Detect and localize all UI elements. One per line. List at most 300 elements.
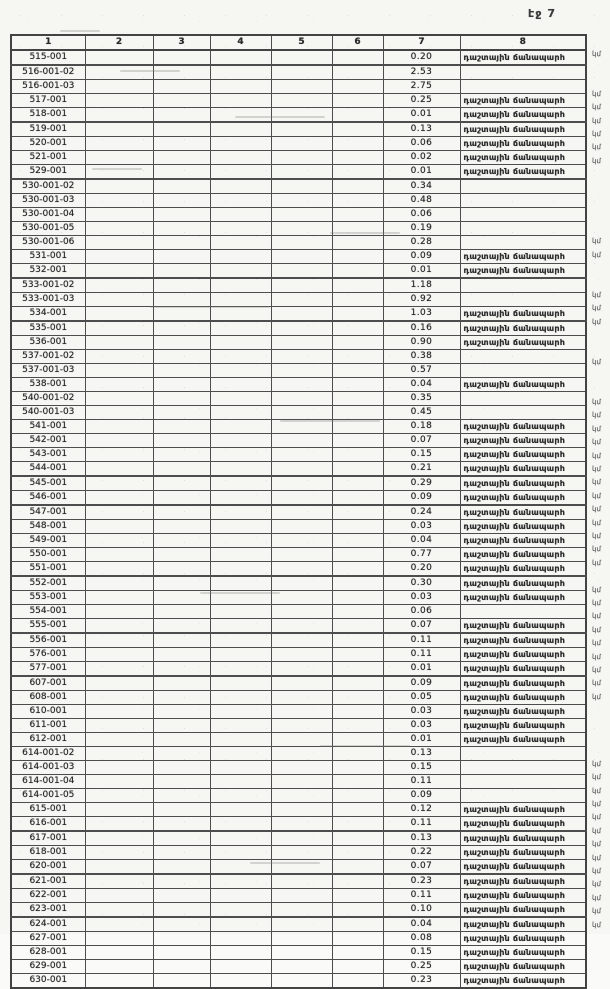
empty-cell [271,165,332,180]
empty-cell [332,50,383,65]
empty-cell [85,336,153,350]
empty-cell [332,65,383,80]
empty-cell [210,137,271,151]
value-cell: 0.11 [383,817,460,832]
empty-cell [85,476,153,491]
code-cell: 529-001 [11,165,85,180]
empty-cell [332,817,383,832]
column-header-1: 1 [11,35,85,50]
empty-cell [332,974,383,989]
desc-cell: դաշտային ճանապարհ [460,591,586,605]
empty-cell [85,151,153,165]
empty-cell [332,293,383,307]
empty-cell [210,831,271,846]
code-cell: 540-001-02 [11,392,85,406]
desc-cell: դաշտային ճանապարհ [460,137,586,151]
value-cell: 0.03 [383,705,460,719]
code-cell: 550-001 [11,548,85,562]
margin-mark: կմ [591,290,602,299]
empty-cell [332,406,383,420]
scan-artifact [200,592,280,594]
empty-cell [85,179,153,194]
value-cell: 0.02 [383,151,460,165]
empty-cell [271,903,332,918]
empty-cell [271,562,332,577]
empty-cell [210,676,271,691]
empty-cell [85,960,153,974]
empty-cell [210,151,271,165]
desc-cell [460,761,586,775]
empty-cell [332,619,383,634]
desc-cell [460,194,586,208]
table-row [11,505,586,520]
empty-cell [271,94,332,108]
desc-cell: դաշտային ճանապարհ [460,476,586,491]
empty-cell [210,364,271,378]
empty-cell [85,65,153,80]
empty-cell [271,719,332,733]
desc-cell [460,179,586,194]
desc-cell: դաշտային ճանապարհ [460,165,586,180]
value-cell: 0.01 [383,264,460,279]
code-cell: 628-001 [11,946,85,960]
desc-cell: դաշտային ճանապարհ [460,932,586,946]
code-cell: 576-001 [11,648,85,662]
empty-cell [153,562,210,577]
empty-cell [332,633,383,648]
empty-cell [271,151,332,165]
empty-cell [153,605,210,619]
code-cell: 616-001 [11,817,85,832]
empty-cell [153,662,210,677]
empty-cell [153,165,210,180]
desc-cell [460,293,586,307]
empty-cell [210,392,271,406]
empty-cell [85,662,153,677]
empty-cell [85,534,153,548]
code-cell: 544-001 [11,462,85,477]
empty-cell [271,222,332,236]
empty-cell [153,831,210,846]
desc-cell: դաշտային ճանապարհ [460,576,586,591]
empty-cell [85,420,153,434]
value-cell: 0.03 [383,591,460,605]
value-cell: 0.01 [383,165,460,180]
table-row [11,733,586,747]
empty-cell [85,846,153,860]
empty-cell [85,307,153,322]
empty-cell [153,691,210,705]
table-row [11,705,586,719]
desc-cell [460,775,586,789]
desc-cell: դաշտային ճանապարհ [460,264,586,279]
empty-cell [153,94,210,108]
empty-cell [85,94,153,108]
code-cell: 556-001 [11,633,85,648]
desc-cell: դաշտային ճանապարհ [460,491,586,506]
table-row [11,108,586,123]
table-row [11,65,586,80]
desc-cell: դաշտային ճանապարհ [460,108,586,123]
desc-cell: դաշտային ճանապարհ [460,974,586,989]
value-cell: 0.09 [383,789,460,803]
empty-cell [85,264,153,279]
empty-cell [153,434,210,448]
empty-cell [210,278,271,293]
scan-artifact [60,30,100,32]
empty-cell [153,278,210,293]
empty-cell [85,194,153,208]
code-cell: 515-001 [11,50,85,65]
empty-cell [153,648,210,662]
empty-cell [210,789,271,803]
code-cell: 614-001-02 [11,747,85,761]
margin-mark: կմ [591,853,602,862]
empty-cell [271,803,332,817]
empty-cell [85,520,153,534]
empty-cell [271,747,332,761]
empty-cell [332,803,383,817]
value-cell: 0.23 [383,974,460,989]
empty-cell [210,903,271,918]
empty-cell [332,151,383,165]
desc-cell: դաշտային ճանապարհ [460,151,586,165]
margin-mark: կմ [591,504,602,514]
empty-cell [153,448,210,462]
code-cell: 611-001 [11,719,85,733]
desc-cell [460,364,586,378]
empty-cell [271,619,332,634]
empty-cell [210,50,271,65]
empty-cell [85,350,153,364]
empty-cell [271,65,332,80]
code-cell: 618-001 [11,846,85,860]
empty-cell [210,619,271,634]
empty-cell [210,889,271,903]
empty-cell [271,80,332,94]
empty-cell [153,50,210,65]
empty-cell [271,406,332,420]
empty-cell [153,775,210,789]
desc-cell [460,789,586,803]
margin-mark: կմ [591,679,602,688]
empty-cell [271,591,332,605]
desc-cell: դաշտային ճանապարհ [460,803,586,817]
empty-cell [153,576,210,591]
value-cell: 0.20 [383,50,460,65]
empty-cell [153,364,210,378]
empty-cell [85,278,153,293]
empty-cell [153,350,210,364]
desc-cell: դաշտային ճանապարհ [460,874,586,889]
empty-cell [85,208,153,222]
desc-cell [460,65,586,80]
empty-cell [210,250,271,264]
table-row [11,789,586,803]
table-row [11,194,586,208]
code-cell: 538-001 [11,378,85,392]
empty-cell [153,378,210,392]
margin-mark: կմ [591,437,602,447]
empty-cell [85,364,153,378]
column-header-3: 3 [153,35,210,50]
table-row [11,874,586,889]
empty-cell [332,831,383,846]
margin-mark: կմ [591,143,602,152]
value-cell: 0.21 [383,462,460,477]
empty-cell [271,122,332,137]
code-cell: 553-001 [11,591,85,605]
code-cell: 607-001 [11,676,85,691]
empty-cell [210,194,271,208]
table-row [11,307,586,322]
desc-cell: դաշտային ճանապարհ [460,817,586,832]
value-cell: 0.23 [383,874,460,889]
code-cell: 555-001 [11,619,85,634]
margin-mark: կմ [591,236,602,246]
empty-cell [332,448,383,462]
desc-cell: դաշտային ճանապարհ [460,336,586,350]
empty-cell [210,803,271,817]
code-cell: 624-001 [11,917,85,932]
empty-cell [153,889,210,903]
value-cell: 0.07 [383,434,460,448]
empty-cell [153,208,210,222]
margin-mark: կմ [591,839,602,849]
empty-cell [153,293,210,307]
value-cell: 0.12 [383,803,460,817]
desc-cell [460,605,586,619]
empty-cell [210,605,271,619]
table-row [11,222,586,236]
empty-cell [332,462,383,477]
margin-mark: կմ [591,102,602,112]
value-cell: 1.03 [383,307,460,322]
value-cell: 0.06 [383,605,460,619]
code-cell: 521-001 [11,151,85,165]
table-row [11,250,586,264]
margin-mark: կմ [591,893,602,902]
value-cell: 0.10 [383,903,460,918]
table-row [11,350,586,364]
margin-mark: կմ [591,692,602,701]
empty-cell [153,946,210,960]
empty-cell [85,491,153,506]
empty-cell [153,406,210,420]
margin-mark: կմ [591,531,602,541]
value-cell: 0.06 [383,137,460,151]
desc-cell: դաշտային ճանապարհ [460,719,586,733]
empty-cell [153,194,210,208]
margin-mark: կմ [591,49,602,58]
empty-cell [271,761,332,775]
value-cell: 0.18 [383,420,460,434]
table-row [11,548,586,562]
table-row [11,946,586,960]
desc-cell [460,208,586,222]
table-row [11,434,586,448]
code-cell: 546-001 [11,491,85,506]
desc-cell: դաշտային ճանապարհ [460,846,586,860]
empty-cell [210,208,271,222]
margin-mark: կմ [591,598,602,608]
table-row [11,803,586,817]
empty-cell [85,122,153,137]
empty-cell [332,775,383,789]
margin-mark: կմ [591,866,602,876]
desc-cell: դաշտային ճանապարհ [460,448,586,462]
scan-artifact [280,420,380,422]
code-cell: 533-001-03 [11,293,85,307]
empty-cell [271,321,332,336]
empty-cell [85,505,153,520]
empty-cell [85,392,153,406]
empty-cell [85,648,153,662]
value-cell: 0.13 [383,831,460,846]
empty-cell [153,619,210,634]
empty-cell [271,505,332,520]
code-cell: 545-001 [11,476,85,491]
value-cell: 0.13 [383,122,460,137]
empty-cell [210,946,271,960]
desc-cell: դաշտային ճանապարհ [460,946,586,960]
value-cell: 0.09 [383,491,460,506]
code-cell: 517-001 [11,94,85,108]
code-cell: 530-001-02 [11,179,85,194]
scan-artifact [92,168,142,170]
empty-cell [153,817,210,832]
scan-artifact [330,232,400,234]
table-row [11,761,586,775]
value-cell: 2.75 [383,80,460,94]
scan-artifact [150,306,270,308]
empty-cell [210,548,271,562]
desc-cell: դաշտային ճանապարհ [460,619,586,634]
desc-cell: դաշտային ճանապարհ [460,562,586,577]
empty-cell [153,491,210,506]
empty-cell [85,250,153,264]
value-cell: 0.06 [383,208,460,222]
value-cell: 0.92 [383,293,460,307]
empty-cell [332,662,383,677]
margin-mark: կմ [591,478,602,487]
margin-mark: կմ [591,518,602,527]
empty-cell [153,137,210,151]
value-cell: 0.09 [383,250,460,264]
desc-cell: դաշտային ճանապարհ [460,250,586,264]
margin-mark: կմ [591,665,602,675]
value-cell: 0.25 [383,960,460,974]
empty-cell [153,705,210,719]
desc-cell: դաշտային ճանապարհ [460,860,586,875]
empty-cell [210,350,271,364]
scan-artifact [120,70,180,72]
empty-cell [210,406,271,420]
empty-cell [85,80,153,94]
empty-cell [271,307,332,322]
value-cell: 0.04 [383,534,460,548]
desc-cell: դաշտային ճանապարհ [460,917,586,932]
value-cell: 0.15 [383,448,460,462]
empty-cell [85,448,153,462]
empty-cell [271,691,332,705]
value-cell: 0.15 [383,761,460,775]
empty-cell [210,960,271,974]
table-row [11,831,586,846]
margin-mark: կմ [591,799,602,809]
value-cell: 0.57 [383,364,460,378]
empty-cell [210,336,271,350]
empty-cell [85,293,153,307]
table-row [11,591,586,605]
empty-cell [210,761,271,775]
value-cell: 0.15 [383,946,460,960]
empty-cell [210,122,271,137]
empty-cell [153,336,210,350]
table-row [11,165,586,180]
empty-cell [153,250,210,264]
scan-artifact [250,862,320,864]
value-cell: 0.13 [383,747,460,761]
code-cell: 532-001 [11,264,85,279]
margin-mark: կմ [591,424,602,433]
desc-cell: դաշտային ճանապարհ [460,307,586,322]
empty-cell [210,462,271,477]
empty-cell [85,406,153,420]
empty-cell [85,803,153,817]
table-header [11,35,586,50]
margin-mark: կմ [591,759,602,768]
empty-cell [271,605,332,619]
value-cell: 0.01 [383,662,460,677]
empty-cell [153,960,210,974]
code-cell: 614-001-05 [11,789,85,803]
desc-cell [460,236,586,250]
table-row [11,562,586,577]
empty-cell [271,633,332,648]
empty-cell [332,860,383,875]
empty-cell [332,505,383,520]
empty-cell [332,946,383,960]
empty-cell [271,662,332,677]
code-cell: 516-001-03 [11,80,85,94]
empty-cell [271,831,332,846]
empty-cell [153,846,210,860]
empty-cell [210,775,271,789]
empty-cell [210,448,271,462]
code-cell: 620-001 [11,860,85,875]
empty-cell [332,307,383,322]
empty-cell [332,520,383,534]
empty-cell [85,691,153,705]
desc-cell: դաշտային ճանապարհ [460,534,586,548]
empty-cell [153,548,210,562]
value-cell: 0.38 [383,350,460,364]
margin-mark: կմ [591,638,602,648]
value-cell: 0.28 [383,236,460,250]
empty-cell [332,250,383,264]
empty-cell [210,633,271,648]
empty-cell [210,576,271,591]
table-row [11,817,586,832]
empty-cell [332,122,383,137]
margin-mark: կմ [591,464,602,474]
empty-cell [153,860,210,875]
value-cell: 0.34 [383,179,460,194]
empty-cell [85,591,153,605]
empty-cell [332,378,383,392]
empty-cell [153,903,210,918]
